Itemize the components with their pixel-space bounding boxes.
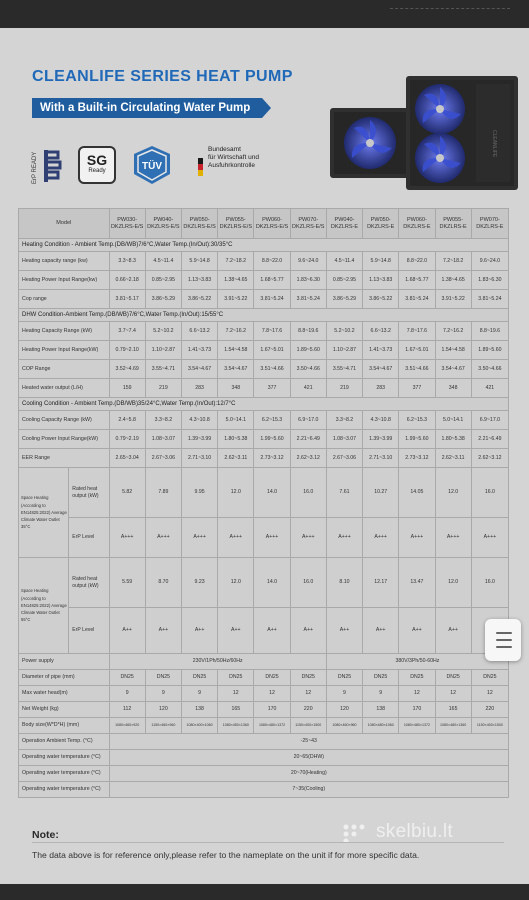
value-cell: 3.81~5.24 xyxy=(290,290,326,309)
erp-value-cell: A++ xyxy=(435,608,471,654)
erp-value-cell: A++ xyxy=(254,608,290,654)
row-label: Operation Ambient Temp. (°C) xyxy=(19,734,110,750)
value-cell: 0.79~2.10 xyxy=(109,341,145,360)
value-cell: 1.08~3.07 xyxy=(326,430,362,449)
value-cell: 4.3~10.8 xyxy=(181,411,217,430)
table-row xyxy=(19,360,509,379)
value-cell: 1.80~5.38 xyxy=(435,430,471,449)
value-cell: 2.21~6.49 xyxy=(471,430,508,449)
erp-value-cell: A+++ xyxy=(218,518,254,558)
row-label: Heating Capacity Range (kW) xyxy=(19,322,110,341)
space-heating-group-label: Space Heating (According to EN14825:2022) Average Climate Water Outlet 55°C xyxy=(19,558,69,654)
value-cell: 1.38~4.65 xyxy=(435,271,471,290)
value-cell: 9 xyxy=(326,686,362,702)
value-cell: 2.71~3.10 xyxy=(363,449,399,468)
certification-logos xyxy=(30,142,290,187)
bafa-line-1: Bundesamt xyxy=(208,146,241,153)
value-cell: 1080×480×1360 xyxy=(435,718,471,734)
value-cell: 1.83~6.30 xyxy=(471,271,508,290)
span-value-cell: 7~35(Cooling) xyxy=(109,782,508,798)
erp-value-cell: A++ xyxy=(181,608,217,654)
row-label: Cop range xyxy=(19,290,110,309)
value-cell: 1080×460×920 xyxy=(109,718,145,734)
value-cell: 219 xyxy=(326,379,362,398)
tuv-logo xyxy=(130,144,174,186)
table-row xyxy=(19,702,509,718)
model-name: PW055-DKZLRS-E xyxy=(435,209,471,239)
water-temp-dhw-row xyxy=(19,750,509,766)
value-cell: 283 xyxy=(181,379,217,398)
model-name: PW050-DKZLRS-E/S xyxy=(181,209,217,239)
value-cell: 9.6~24.0 xyxy=(290,252,326,271)
value-cell: 3.3~8.3 xyxy=(109,252,145,271)
value-cell: 3.55~4.71 xyxy=(145,360,181,379)
value-cell: 138 xyxy=(363,702,399,718)
value-cell: 3.81~5.24 xyxy=(254,290,290,309)
dhw-section-title: DHW Condition-Ambient Temp.(DB/WB)7/6°C,Water Temp.(In/Out):15/55°C xyxy=(19,309,509,322)
erp-value-cell: A+++ xyxy=(290,518,326,558)
value-cell: 348 xyxy=(435,379,471,398)
value-cell: 7.8~17.6 xyxy=(399,322,435,341)
value-cell: 7.8~17.6 xyxy=(254,322,290,341)
row-label: Max water head(m) xyxy=(19,686,110,702)
erp-value-cell: A++ xyxy=(326,608,362,654)
value-cell: 3.51~4.66 xyxy=(399,360,435,379)
row-label: Heating Power Input Range(kW) xyxy=(19,341,110,360)
value-cell: 7.2~18.2 xyxy=(218,252,254,271)
page-title: CLEANLIFE SERIES HEAT PUMP xyxy=(32,68,293,85)
value-cell: 165 xyxy=(435,702,471,718)
value-cell: 3.86~5.29 xyxy=(326,290,362,309)
value-cell: 1.89~5.60 xyxy=(290,341,326,360)
erp-value-cell: A++ xyxy=(218,608,254,654)
value-cell: 4.5~11.4 xyxy=(326,252,362,271)
value-cell: 3.54~4.67 xyxy=(435,360,471,379)
value-cell: 12.0 xyxy=(218,558,254,608)
value-cell: 377 xyxy=(399,379,435,398)
value-cell: 2.67~3.06 xyxy=(145,449,181,468)
value-cell: 3.52~4.69 xyxy=(109,360,145,379)
value-cell: 5.9~14.8 xyxy=(181,252,217,271)
value-cell: 10.27 xyxy=(363,468,399,518)
value-cell: 220 xyxy=(290,702,326,718)
hamburger-icon xyxy=(496,632,512,634)
top-dark-bar xyxy=(0,0,529,28)
span-value-cell: 20~70(Heating) xyxy=(109,766,508,782)
erp-ready-logo xyxy=(30,146,68,186)
erp-value-cell: A++ xyxy=(363,608,399,654)
value-cell: 1150×460×960 xyxy=(145,718,181,734)
value-cell: 3.86~5.22 xyxy=(181,290,217,309)
value-cell: 4.3~10.8 xyxy=(363,411,399,430)
erp-value-cell: A++ xyxy=(399,608,435,654)
value-cell: DN25 xyxy=(471,670,508,686)
value-cell: 1.54~4.58 xyxy=(435,341,471,360)
value-cell: 421 xyxy=(471,379,508,398)
rated-output-label: Rated heat output (kW) xyxy=(69,468,109,518)
value-cell: 165 xyxy=(218,702,254,718)
body-size-row xyxy=(19,718,509,734)
erp-value-cell: A+++ xyxy=(399,518,435,558)
value-cell: 170 xyxy=(254,702,290,718)
space-heating-output-row xyxy=(19,468,509,518)
table-row xyxy=(19,411,509,430)
value-cell: 5.0~14.1 xyxy=(218,411,254,430)
row-label: Body size(W*D*H) (mm) xyxy=(19,718,110,734)
value-cell: 1.68~5.77 xyxy=(254,271,290,290)
model-name: PW055-DKZLRS-E/S xyxy=(218,209,254,239)
heat-pump-product-image xyxy=(330,70,520,195)
value-cell: 1.41~3.73 xyxy=(363,341,399,360)
section-row xyxy=(19,309,509,322)
section-row xyxy=(19,398,509,411)
row-label: Operating water temperature (°C) xyxy=(19,782,110,798)
value-cell: 12 xyxy=(218,686,254,702)
value-cell: 9.6~24.0 xyxy=(471,252,508,271)
value-cell: DN25 xyxy=(254,670,290,686)
value-cell: 12.0 xyxy=(218,468,254,518)
value-cell: 8.8~19.6 xyxy=(290,322,326,341)
value-cell: 6.6~13.2 xyxy=(181,322,217,341)
model-name: PW070-DKZLRS-E xyxy=(471,209,508,239)
value-cell: 3.3~8.2 xyxy=(326,411,362,430)
value-cell: 0.79~2.19 xyxy=(109,430,145,449)
value-cell: 16.0 xyxy=(290,468,326,518)
spec-table xyxy=(18,208,509,798)
value-cell: 2.62~3.12 xyxy=(290,449,326,468)
row-label: Heating capacity range (kw) xyxy=(19,252,110,271)
value-cell: 9 xyxy=(363,686,399,702)
value-cell: 3.86~5.29 xyxy=(145,290,181,309)
bottom-dark-bar xyxy=(0,884,529,900)
erp-value-cell: A+++ xyxy=(181,518,217,558)
value-cell: 5.2~10.2 xyxy=(145,322,181,341)
value-cell: 2.67~3.06 xyxy=(326,449,362,468)
value-cell: 3.81~5.24 xyxy=(471,290,508,309)
value-cell: 16.0 xyxy=(471,468,508,518)
value-cell: 3.81~5.24 xyxy=(399,290,435,309)
value-cell: 1.67~5.01 xyxy=(254,341,290,360)
table-row xyxy=(19,670,509,686)
water-temp-heating-row xyxy=(19,766,509,782)
value-cell: 6.2~15.3 xyxy=(399,411,435,430)
svg-text:TÜV: TÜV xyxy=(142,161,162,172)
value-cell: 14.0 xyxy=(254,558,290,608)
value-cell: 12 xyxy=(290,686,326,702)
table-row xyxy=(19,430,509,449)
power-supply-row xyxy=(19,654,509,670)
value-cell: DN25 xyxy=(290,670,326,686)
table-row xyxy=(19,271,509,290)
note-text: The data above is for reference only,please refer to the nameplate on the unit if for more specific data. xyxy=(32,850,420,860)
watermark-text: skelbiu.lt xyxy=(376,821,453,842)
value-cell: 5.0~14.1 xyxy=(435,411,471,430)
value-cell: 4.5~11.4 xyxy=(145,252,181,271)
model-header: Model xyxy=(19,209,110,239)
model-name: PW040-DKZLRS-E/S xyxy=(145,209,181,239)
value-cell: 1.80~5.38 xyxy=(218,430,254,449)
sg-logo-sub: Ready xyxy=(88,168,106,174)
row-label: Heated water output (L/H) xyxy=(19,379,110,398)
erp-value-cell: A+++ xyxy=(471,518,508,558)
span-value-cell: 20~65(DHW) xyxy=(109,750,508,766)
svg-text:ErP READY: ErP READY xyxy=(32,151,38,184)
value-cell: DN25 xyxy=(218,670,254,686)
value-cell: 3.54~4.67 xyxy=(363,360,399,379)
value-cell: DN25 xyxy=(399,670,435,686)
value-cell: 9.23 xyxy=(181,558,217,608)
value-cell: 1.67~5.01 xyxy=(399,341,435,360)
value-cell: 2.62~3.11 xyxy=(218,449,254,468)
value-cell: 2.62~3.12 xyxy=(471,449,508,468)
value-cell: 159 xyxy=(109,379,145,398)
value-cell: 138 xyxy=(181,702,217,718)
value-cell: 0.85~2.95 xyxy=(145,271,181,290)
value-cell: 3.55~4.71 xyxy=(326,360,362,379)
value-cell: 9 xyxy=(109,686,145,702)
bafa-logo xyxy=(186,146,296,184)
value-cell: 3.54~4.67 xyxy=(181,360,217,379)
value-cell: DN25 xyxy=(145,670,181,686)
erp-value-cell: A++ xyxy=(109,608,145,654)
row-label: Operating water temperature (°C) xyxy=(19,750,110,766)
value-cell: 120 xyxy=(145,702,181,718)
value-cell: 7.89 xyxy=(145,468,181,518)
erp-value-cell: A+++ xyxy=(109,518,145,558)
value-cell: DN25 xyxy=(181,670,217,686)
ambient-temp-row xyxy=(19,734,509,750)
value-cell: 8.8~22.0 xyxy=(399,252,435,271)
rated-output-label: Rated heat output (kW) xyxy=(69,558,109,608)
erp-level-label: ErP Level xyxy=(69,518,109,558)
value-cell: 348 xyxy=(218,379,254,398)
value-cell: 1.99~5.60 xyxy=(254,430,290,449)
table-row xyxy=(19,686,509,702)
value-cell: 1.38~4.65 xyxy=(218,271,254,290)
value-cell: 1.39~3.99 xyxy=(363,430,399,449)
row-label: Cooling Power Input Range(kW) xyxy=(19,430,110,449)
value-cell: 1080×480×1060 xyxy=(363,718,399,734)
value-cell: 421 xyxy=(290,379,326,398)
value-cell: 2.71~3.10 xyxy=(181,449,217,468)
value-cell: 1080×480×1372 xyxy=(399,718,435,734)
erp-value-cell: A+++ xyxy=(363,518,399,558)
value-cell: 8.10 xyxy=(326,558,362,608)
row-label: EER Range xyxy=(19,449,110,468)
value-cell: 13.47 xyxy=(399,558,435,608)
row-label: Heating Power Input Range(kw) xyxy=(19,271,110,290)
value-cell: 12.0 xyxy=(435,468,471,518)
table-row xyxy=(19,341,509,360)
value-cell: 1.10~2.87 xyxy=(145,341,181,360)
space-heating-erp-row xyxy=(19,518,509,558)
value-cell: 1.83~6.30 xyxy=(290,271,326,290)
value-cell: 6.9~17.0 xyxy=(471,411,508,430)
row-label: Diameter of pipe (mm) xyxy=(19,670,110,686)
value-cell: 219 xyxy=(145,379,181,398)
model-name: PW040-DKZLRS-E xyxy=(326,209,362,239)
water-temp-cooling-row xyxy=(19,782,509,798)
cooling-section-title: Cooling Condition - Ambient Temp.(DB/WB)35/24°C,Water Temp.(In/Out):12/7°C xyxy=(19,398,509,411)
space-heating-group-label: Space Heating (According to EN14825:2022) Average Climate Water Outlet 35°C xyxy=(19,468,69,558)
value-cell: 112 xyxy=(109,702,145,718)
value-cell: 1.39~3.99 xyxy=(181,430,217,449)
value-cell: 14.0 xyxy=(254,468,290,518)
space-heating-output-row xyxy=(19,558,509,608)
value-cell: 2.73~3.12 xyxy=(254,449,290,468)
space-heating-erp-row xyxy=(19,608,509,654)
table-row xyxy=(19,252,509,271)
model-name: PW060-DKZLRS-E xyxy=(399,209,435,239)
value-cell: 12 xyxy=(435,686,471,702)
sg-ready-logo xyxy=(78,146,116,184)
power-single-phase: 230V/1Ph/50Hz/60Hz xyxy=(109,654,326,670)
value-cell: 1150×400×1500 xyxy=(471,718,508,734)
svg-text:CLEANLIFE: CLEANLIFE xyxy=(491,130,497,158)
value-cell: 7.2~16.2 xyxy=(218,322,254,341)
row-label: Operating water temperature (°C) xyxy=(19,766,110,782)
value-cell: 7.61 xyxy=(326,468,362,518)
table-row xyxy=(19,290,509,309)
note-title: Note: xyxy=(32,829,59,841)
value-cell: 377 xyxy=(254,379,290,398)
value-cell: 1.41~3.73 xyxy=(181,341,217,360)
value-cell: 9 xyxy=(145,686,181,702)
row-label: Net Weight (kg) xyxy=(19,702,110,718)
section-row xyxy=(19,239,509,252)
floating-menu-button[interactable] xyxy=(485,619,521,661)
value-cell: 6.2~15.3 xyxy=(254,411,290,430)
value-cell: 1.89~5.60 xyxy=(471,341,508,360)
value-cell: 2.73~3.12 xyxy=(399,449,435,468)
value-cell: 7.2~18.2 xyxy=(435,252,471,271)
value-cell: 1.54~4.58 xyxy=(218,341,254,360)
value-cell: 16.0 xyxy=(471,558,508,608)
table-row xyxy=(19,379,509,398)
value-cell: 9.95 xyxy=(181,468,217,518)
value-cell: 8.8~19.6 xyxy=(471,322,508,341)
value-cell: 0.85~2.95 xyxy=(326,271,362,290)
value-cell: 2.21~6.49 xyxy=(290,430,326,449)
power-three-phase: 380V/3Ph/50-60Hz xyxy=(326,654,508,670)
value-cell: 8.70 xyxy=(145,558,181,608)
value-cell: 16.0 xyxy=(290,558,326,608)
value-cell: 3.50~4.66 xyxy=(471,360,508,379)
sg-logo-main: SG xyxy=(86,152,108,168)
value-cell: 3.91~5.22 xyxy=(435,290,471,309)
value-cell: DN25 xyxy=(326,670,362,686)
value-cell: 2.4~5.8 xyxy=(109,411,145,430)
value-cell: 1150×400×1500 xyxy=(290,718,326,734)
value-cell: 5.9~14.8 xyxy=(363,252,399,271)
value-cell: 3.51~4.66 xyxy=(254,360,290,379)
model-name: PW070-DKZLRS-E/S xyxy=(290,209,326,239)
value-cell: 6.9~17.0 xyxy=(290,411,326,430)
value-cell: 1.08~3.07 xyxy=(145,430,181,449)
table-header-row xyxy=(19,209,509,239)
value-cell: 3.54~4.67 xyxy=(218,360,254,379)
value-cell: 220 xyxy=(471,702,508,718)
value-cell: 1.13~3.83 xyxy=(363,271,399,290)
value-cell: 5.59 xyxy=(109,558,145,608)
value-cell: 1.13~3.83 xyxy=(181,271,217,290)
value-cell: 0.66~2.18 xyxy=(109,271,145,290)
row-label: COP Range xyxy=(19,360,110,379)
value-cell: 283 xyxy=(363,379,399,398)
row-label: Power supply xyxy=(19,654,110,670)
model-name: PW030-DKZLRS-E/S xyxy=(109,209,145,239)
value-cell: 3.50~4.66 xyxy=(290,360,326,379)
value-cell: 1080×480×1372 xyxy=(254,718,290,734)
table-row xyxy=(19,449,509,468)
value-cell: 6.6~13.2 xyxy=(363,322,399,341)
value-cell: 1.68~5.77 xyxy=(399,271,435,290)
value-cell: 7.2~16.2 xyxy=(435,322,471,341)
erp-value-cell: A+++ xyxy=(145,518,181,558)
bafa-line-3: Ausfuhrkontrolle xyxy=(208,162,255,169)
subtitle-banner: With a Built-in Circulating Water Pump xyxy=(32,98,262,118)
value-cell: 3.7~7.4 xyxy=(109,322,145,341)
value-cell: 1.99~5.60 xyxy=(399,430,435,449)
value-cell: 120 xyxy=(326,702,362,718)
value-cell: 2.65~3.04 xyxy=(109,449,145,468)
erp-value-cell: A+++ xyxy=(326,518,362,558)
value-cell: 3.86~5.22 xyxy=(363,290,399,309)
value-cell: 1080×400×1060 xyxy=(181,718,217,734)
value-cell: DN25 xyxy=(363,670,399,686)
value-cell: 1.10~2.87 xyxy=(326,341,362,360)
value-cell: 5.82 xyxy=(109,468,145,518)
value-cell: DN25 xyxy=(435,670,471,686)
span-value-cell: -25~43 xyxy=(109,734,508,750)
dots-logo-icon xyxy=(342,823,372,843)
heating-section-title: Heating Condition - Ambient Temp.(DB/WB)7/6°C,Water Temp.(In/Out):30/35°C xyxy=(19,239,509,252)
bafa-line-2: für Wirtschaft und xyxy=(208,154,259,161)
value-cell: 3.81~5.17 xyxy=(109,290,145,309)
row-label: Cooling Capacity Range (kW) xyxy=(19,411,110,430)
german-flag-icon xyxy=(198,158,203,176)
value-cell: 14.05 xyxy=(399,468,435,518)
value-cell: 2.62~3.11 xyxy=(435,449,471,468)
value-cell: 5.2~10.2 xyxy=(326,322,362,341)
value-cell: 12.17 xyxy=(363,558,399,608)
value-cell: 12 xyxy=(471,686,508,702)
note-divider xyxy=(32,842,504,843)
erp-level-label: ErP Level xyxy=(69,608,109,654)
erp-value-cell: A+++ xyxy=(254,518,290,558)
value-cell: 3.91~5.22 xyxy=(218,290,254,309)
erp-value-cell: A+++ xyxy=(435,518,471,558)
model-name: PW050-DKZLRS-E xyxy=(363,209,399,239)
erp-value-cell: A++ xyxy=(145,608,181,654)
value-cell: 12 xyxy=(399,686,435,702)
value-cell: DN25 xyxy=(109,670,145,686)
value-cell: 12.0 xyxy=(435,558,471,608)
value-cell: 1080×450×1360 xyxy=(218,718,254,734)
model-name: PW060-DKZLRS-E/S xyxy=(254,209,290,239)
erp-value-cell: A++ xyxy=(290,608,326,654)
value-cell: 8.8~22.0 xyxy=(254,252,290,271)
table-row xyxy=(19,322,509,341)
value-cell: 12 xyxy=(254,686,290,702)
value-cell: 1080×460×960 xyxy=(326,718,362,734)
value-cell: 9 xyxy=(181,686,217,702)
value-cell: 3.3~8.2 xyxy=(145,411,181,430)
value-cell: 170 xyxy=(399,702,435,718)
